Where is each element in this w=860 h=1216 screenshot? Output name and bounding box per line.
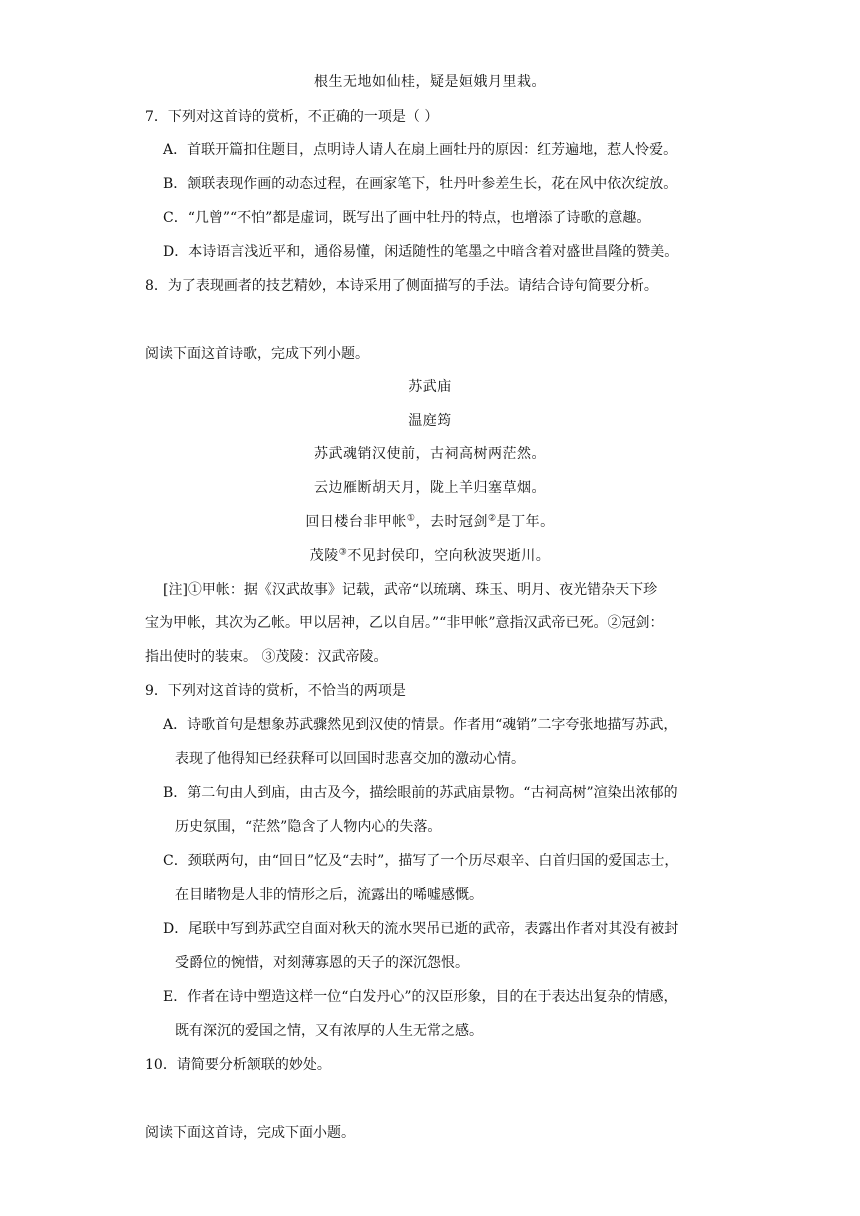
poem-text: 不见封侯印，空向秋波哭逝川。 — [347, 548, 551, 564]
q7-option-b: B．颔联表现作画的动态过程，在画家笔下，牡丹叶参差生长，花在风中依次绽放。 — [163, 176, 678, 192]
q7-option-a: A．首联开篇扣住题目，点明诗人请人在扇上画牡丹的原因：红芳遍地，惹人怜爱。 — [163, 142, 678, 158]
q9-option-a-cont: 表现了他得知已经获释可以回国时悲喜交加的激动心情。 — [175, 751, 525, 767]
footnote-marker: ② — [488, 513, 497, 524]
note-line: 指出使时的装束。 ③茂陵：汉武帝陵。 — [145, 649, 388, 665]
poem-line — [0, 512, 860, 532]
poem-title: 苏武庙 — [408, 379, 452, 395]
q9-option-c: C．颈联两句，由“回日”忆及“去时”，描写了一个历尽艰辛、白首归国的爱国志士， — [163, 853, 679, 869]
q9-option-e-cont: 既有深沉的爱国之情，又有浓厚的人生无常之感。 — [175, 1023, 483, 1039]
poem-line: 苏武魂销汉使前，古祠高树两茫然。 — [314, 446, 546, 462]
footnote-marker: ③ — [338, 547, 348, 558]
q9-option-b-cont: 历史氛围，“茫然”隐含了人物内心的失落。 — [175, 819, 442, 835]
poem-line — [0, 546, 860, 566]
note-line: [注]①甲帐：据《汉武故事》记载，武帝“以琉璃、珠玉、明月、夜光错杂天下珍 — [163, 582, 658, 598]
note-line: 宝为甲帐，其次为乙帐。甲以居神，乙以自居。”“非甲帐”意指汉武帝已死。②冠剑： — [145, 615, 664, 631]
q9-option-e: E．作者在诗中塑造这样一位“白发丹心”的汉臣形象，目的在于表达出复杂的情感， — [163, 989, 678, 1005]
section-intro: 阅读下面这首诗歌，完成下列小题。 — [145, 346, 369, 362]
question-7-stem: 7．下列对这首诗的赏析，不正确的一项是（ ） — [145, 109, 439, 125]
question-8-stem: 8．为了表现画者的技艺精妙，本诗采用了侧面描写的手法。请结合诗句简要分析。 — [145, 278, 658, 294]
poem-text: 是丁年。 — [496, 514, 555, 530]
poem-text: ，去时冠剑 — [415, 514, 488, 530]
q9-option-a: A．诗歌首句是想象苏武骤然见到汉使的情景。作者用“魂销”二字夸张地描写苏武， — [163, 717, 678, 733]
q9-option-d: D．尾联中写到苏武空自面对秋天的流水哭吊已逝的武帝，表露出作者对其没有被封 — [163, 921, 679, 937]
footnote-marker: ① — [406, 513, 416, 524]
poem-text: 茂陵 — [309, 548, 339, 564]
section-intro: 阅读下面这首诗，完成下面小题。 — [145, 1125, 355, 1141]
q7-option-c: C．“几曾”“不怕”都是虚词，既写出了画中牡丹的特点，也增添了诗歌的意趣。 — [163, 210, 651, 226]
question-10-stem: 10．请简要分析颔联的妙处。 — [145, 1057, 331, 1073]
q9-option-c-cont: 在目睹物是人非的情形之后，流露出的唏嘘感慨。 — [175, 887, 483, 903]
q7-option-d: D．本诗语言浅近平和，通俗易懂，闲适随性的笔墨之中暗含着对盛世昌隆的赞美。 — [163, 244, 679, 260]
poem-line: 云边雁断胡天月，陇上羊归塞草烟。 — [314, 480, 546, 496]
poem-author: 温庭筠 — [408, 413, 452, 429]
poem-line: 根生无地如仙桂，疑是姮娥月里栽。 — [314, 74, 546, 90]
q9-option-d-cont: 受爵位的惋惜，对刻薄寡恩的天子的深沉怨恨。 — [175, 955, 469, 971]
q9-option-b: B．第二句由人到庙，由古及今，描绘眼前的苏武庙景物。“古祠高树”渲染出浓郁的 — [163, 785, 678, 801]
question-9-stem: 9．下列对这首诗的赏析，不恰当的两项是 — [145, 683, 406, 699]
poem-text: 回日楼台非甲帐 — [305, 514, 407, 530]
